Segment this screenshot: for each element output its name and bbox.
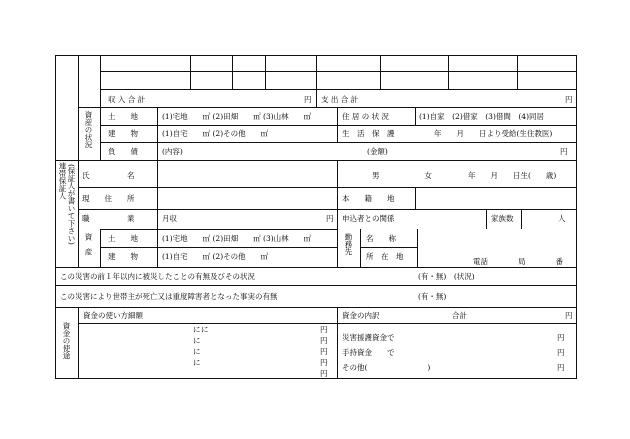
rule xyxy=(517,55,518,89)
history-q2: この災害により世帯主が死亡又は重度障害者となった事実の有無 xyxy=(60,292,278,301)
funds-usage-ni: に xyxy=(193,325,201,334)
assets-debt-label: 負 債 xyxy=(108,147,138,156)
rule xyxy=(157,229,158,267)
rule xyxy=(100,229,101,267)
rule xyxy=(55,267,577,268)
funds-usage-yen: 円 xyxy=(320,325,328,334)
residence-options: (1)自家 (2)借家 (3)借間 (4)同居 xyxy=(419,112,544,121)
rule xyxy=(100,125,577,126)
rule xyxy=(55,307,577,308)
guarantor-family-label: 家族数 xyxy=(491,214,514,223)
assets-building-value: (1)自宅 ㎡ (2)その他 ㎡ xyxy=(162,129,269,138)
guarantor-occupation-label: 職 業 xyxy=(82,214,135,223)
rule xyxy=(415,187,416,209)
guarantor-land-value: (1)宅地 ㎡ (2)田畑 ㎡ (3)山林 ㎡ xyxy=(162,234,312,243)
funds-item-other: その他( ) xyxy=(342,363,431,372)
guarantor-title: 連帯保証人 xyxy=(58,162,67,200)
guarantor-persons: 人 xyxy=(558,214,566,223)
form-left-border xyxy=(55,55,56,379)
history-q1-answer: (有・無) (状況) xyxy=(418,272,475,281)
rule xyxy=(100,142,577,143)
rule xyxy=(100,107,101,160)
rule xyxy=(78,209,577,210)
income-total-yen: 円 xyxy=(304,95,312,104)
funds-breakdown-header: 資金の内訳 xyxy=(342,311,380,320)
funds-usage-header: 資金の使い方細額 xyxy=(83,311,143,320)
funds-item-own: 手持資金 で xyxy=(342,348,395,357)
guarantor-birth: 年 月 日生( 歳) xyxy=(468,171,557,180)
funds-usage-yen: 円 xyxy=(320,347,328,356)
guarantor-building-value: (1)自宅 ㎡ (2)その他 ㎡ xyxy=(162,252,269,261)
rule xyxy=(100,229,337,230)
rule xyxy=(337,160,338,267)
funds-item-yen: 円 xyxy=(557,348,565,357)
rule xyxy=(78,107,577,108)
rule xyxy=(100,55,101,107)
rule xyxy=(78,187,577,188)
guarantor-income-yen: 円 xyxy=(326,214,334,223)
rule xyxy=(265,55,266,89)
guarantor-relation-label: 申込者との関係 xyxy=(342,214,395,223)
assets-debt-content: (内容) xyxy=(162,147,183,156)
rule xyxy=(415,107,416,125)
funds-usage-ni: に xyxy=(193,336,201,345)
guarantor-name-label: 氏 名 xyxy=(82,171,135,180)
rule xyxy=(190,55,191,89)
guarantor-income: 月収 xyxy=(162,214,177,223)
guarantor-building-label: 建 物 xyxy=(108,252,138,261)
funds-usage-yen: 円 xyxy=(320,358,328,367)
guarantor-phone: 電話 局 番 xyxy=(473,257,563,266)
rule xyxy=(486,209,487,229)
rule xyxy=(157,107,158,160)
guarantor-sex: 男 女 xyxy=(372,171,432,180)
rule xyxy=(232,55,233,89)
funds-item-yen: 円 xyxy=(557,333,565,342)
rule xyxy=(521,209,522,229)
rule xyxy=(55,160,577,161)
rule xyxy=(360,247,417,248)
rule xyxy=(100,247,337,248)
funds-usage-ni: に xyxy=(193,347,201,356)
rule xyxy=(316,89,317,107)
rule xyxy=(78,323,577,324)
income-total-label: 収 入 合 計 xyxy=(108,95,146,104)
rule xyxy=(380,55,381,89)
rule xyxy=(157,160,158,229)
funds-title: 資金の使途 xyxy=(62,322,71,360)
funds-total: 合計 xyxy=(452,311,467,320)
expense-total-yen: 円 xyxy=(565,95,573,104)
history-q1: この災害の前１年以内に被災したことの有無及びその状況 xyxy=(60,272,255,281)
livelihood-value: 年 月 日より受給(生住教医) xyxy=(434,129,553,138)
assets-debt-amount: (金額) xyxy=(367,147,388,156)
guarantor-domicile-label: 本 籍 地 xyxy=(342,194,395,203)
assets-section-label: 資産の状況 xyxy=(84,111,93,149)
funds-usage-yen: 円 xyxy=(320,369,328,378)
guarantor-work-name: 名 称 xyxy=(366,234,396,243)
history-q2-answer: (有・無) xyxy=(418,292,447,301)
assets-building-label: 建 物 xyxy=(108,129,138,138)
guarantor-land-label: 土 地 xyxy=(108,234,138,243)
rule xyxy=(316,55,317,89)
rule xyxy=(55,285,577,286)
guarantor-work-location: 所 在 地 xyxy=(366,252,404,261)
livelihood-label: 生 活 保 護 xyxy=(342,129,395,138)
funds-item-disaster: 災害援護資金で xyxy=(342,333,395,342)
rule xyxy=(337,107,338,143)
form-bottom-border xyxy=(55,378,577,379)
form-right-border xyxy=(576,55,577,379)
rule xyxy=(100,89,577,90)
guarantor-assets-label: 資 産 xyxy=(84,233,93,256)
funds-item-yen: 円 xyxy=(557,363,565,372)
rule xyxy=(100,71,577,72)
funds-usage-yen: 円 xyxy=(320,336,328,345)
rule xyxy=(337,307,338,379)
rule xyxy=(78,55,79,267)
funds-total-yen: 円 xyxy=(565,311,573,320)
expense-total-label: 支 出 合 計 xyxy=(321,95,359,104)
funds-usage-ni: に xyxy=(201,325,209,334)
guarantor-note: (保証人が書いて下さい) xyxy=(67,164,76,245)
rule xyxy=(417,229,418,267)
assets-debt-yen: 円 xyxy=(560,147,568,156)
assets-land-label: 土 地 xyxy=(108,112,138,121)
assets-land-value: (1)宅地 ㎡ (2)田畑 ㎡ (3)山林 ㎡ xyxy=(162,112,312,121)
rule xyxy=(78,307,79,379)
residence-label: 住 居 の 状 況 xyxy=(342,112,390,121)
rule xyxy=(360,229,361,267)
guarantor-work-label: 勤務先 xyxy=(344,233,353,256)
rule xyxy=(448,55,449,89)
funds-usage-ni: に xyxy=(193,358,201,367)
guarantor-address-label: 現 住 所 xyxy=(82,194,135,203)
